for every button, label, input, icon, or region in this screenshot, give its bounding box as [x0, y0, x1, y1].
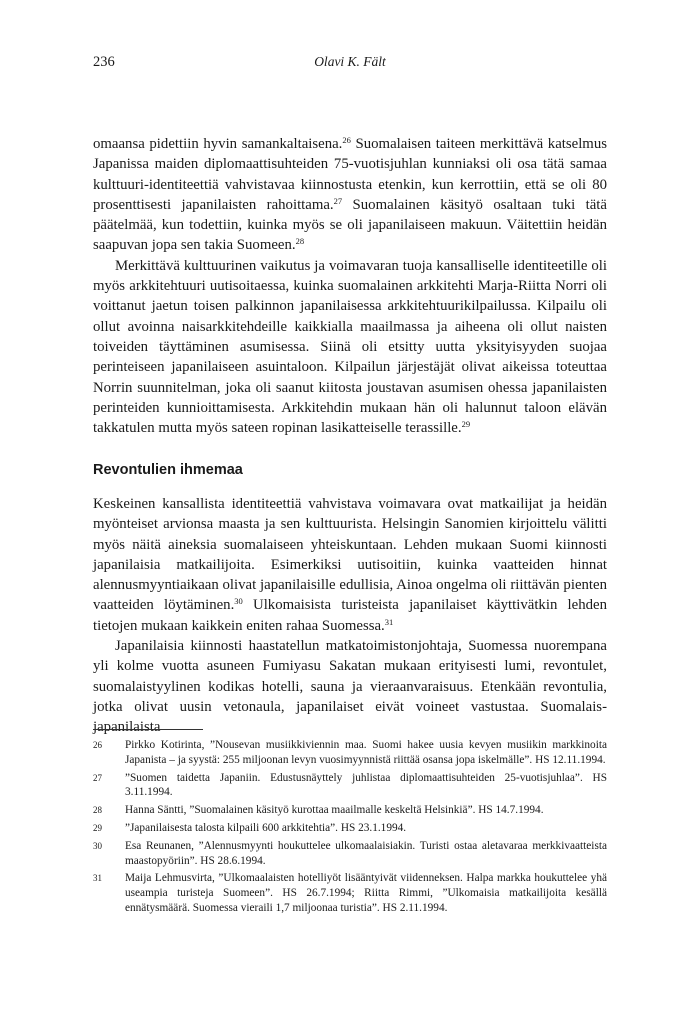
footnote-ref[interactable]: 29 — [461, 419, 471, 430]
section-heading: Revontulien ihmemaa — [93, 462, 243, 478]
footnote-text: ”Suomen taidetta Japaniin. Edustusnäyttely juhlistaa diplomaattisuhteiden 25-vuotisjuhlaa”. HS 3.11.1994. — [125, 771, 607, 799]
section-1-body — [93, 134, 607, 438]
footnote-number: 26 — [93, 740, 102, 750]
paragraph: Merkittävä kulttuurinen vaikutus ja voimavaran tuoja kansalliselle identiteetille oli myös arkkitehtuuri uutisoitaessa, kuinka suomalainen arkkitehti Marja-Riitta Norri oli voittanut jaetun toisen palkinnon japanilaisessa arkkitehtuurikilpailussa. Kilpailu oli ollut avoinna naisarkkitehdeille kaikkialla maailmassa ja aiheena oli ollut naisten toiveiden täyttäminen asumisessa. Siinä oli etsitty uutta yksityisyyden suojaa perinteiseen japanilaiseen asuintaloon. Kilpailun järjestäjät olivat aikeissa toteuttaa Norrin suunnitelman, joka oli saanut kiitosta joustavan asumisen ohessa japanilaisten perinteiden kunnioittamisesta. Arkkitehdin mukaan hän oli halunnut taloon elävän takkatulen mutta myös sateen ropinan lasikatteiselle terassille.$^{29}$ — [93, 257, 607, 437]
paragraph: Keskeinen kansallista identiteettiä vahvistava voimavara ovat matkailijat ja heidän myönteiset arvionsa maasta ja sen kulttuurista. Helsingin Sanomien kirjoittelu välitti myös näitä aineksia suomalaiseen yhteiskuntaan. Lehden mukaan Suomi kiinnosti japanilaisia matkailijoita. Esimerkiksi uutisoitiin, kuinka vaatteiden hinnat alennusmyyntiaikaan olivat japanilaisille edullisia, Ainoa ongelma oli riittävän pienten vaatteiden löytäminen.$^{30}$ Ulkomaisista turisteista japanilaiset käyttivätkin lehden tietojen mukaan kaikkein eniten rahaa Suomessa.$^{31}$ — [93, 496, 607, 634]
footnote-divider — [93, 729, 203, 730]
footnote — [93, 871, 607, 915]
footnote — [93, 738, 607, 768]
paragraph: Japanilaisia kiinnosti haastatellun matkatoimistonjohtaja, Suomessa nuorempana yli kolme vuotta asuneen Fumiyasu Sakatan mukaan erityisesti lumi, revontulet, suomalaistyylinen kodikas hotelli, sauna ja vieraanvaraisuus. Etenkään revontulia, jotka olivat uusin vetonaula, japanilaiset eivät voineet vastustaa. Suomalais-japanilaista — [93, 638, 607, 736]
footnote — [93, 803, 607, 818]
footnote-number: 29 — [93, 822, 102, 833]
section-2-body — [93, 494, 607, 738]
paragraph: omaansa pidettiin hyvin samankaltaisena.$^{26}$ Suomalaisen taiteen merkittävä katselmus Japanissa maiden diplomaattisuhteiden 75-vuotisjuhlan kunniaksi oli osa tätä samaa kulttuuri-identiteettiä vahvistavaa kiinnostusta etenkin, kun kerrottiin, että se oli 80 prosenttisesti japanilaisten rahoittama.$^{27}$ Suomalainen käsityö osaltaan tuki tätä päätelmää, kun todettiin, kuinka myös se oli japanilaiseen makuun. Väitettiin heidän saapuvan jopa sen takia Suomeen.$^{28}$ — [93, 135, 607, 254]
page-number: 236 — [93, 54, 115, 70]
footnote-ref[interactable]: 31 — [384, 616, 394, 627]
footnote-ref[interactable]: 27 — [333, 195, 343, 206]
page-header — [93, 54, 607, 74]
footnote-text: Esa Reunanen, ”Alennusmyynti houkuttelee ulkomaalaisiakin. Turisti ostaa aletavaraa merkkivaatteista maastopyöriin”. HS 28.6.1994. — [125, 839, 607, 867]
footnote-ref[interactable]: 28 — [295, 236, 305, 247]
footnote — [93, 771, 607, 801]
footnote-text: Maija Lehmusvirta, ”Ulkomaalaisten hotelliyöt lisääntyivät viidenneksen. Halpa markka houkuttelee yhä useampia turisteja Suomeen”. HS 26.7.1994; Riitta Rimmi, ”Ulkomaisia matkailijoita kesällä ennätysmäärä. Suomessa vieraili 1,7 miljoonaa turistia”. HS 2.11.1994. — [125, 872, 607, 914]
footnote-number: 27 — [93, 772, 102, 783]
footnote-number: 30 — [93, 840, 102, 851]
running-head: Olavi K. Fält — [314, 54, 386, 69]
footnote-ref[interactable]: 26 — [342, 135, 351, 145]
footnote-number: 31 — [93, 873, 102, 884]
footnote-text: Hanna Säntti, ”Suomalainen käsityö kurottaa maailmalle keskeltä Helsinkiä”. HS 14.7.1994. — [125, 804, 544, 817]
footnote-text: ”Japanilaisesta talosta kilpaili 600 arkkitehtia”. HS 23.1.1994. — [125, 821, 407, 834]
footnote-text: Pirkko Kotirinta, ”Nousevan musiikkiviennin maa. Suomi hakee uusia kevyen musiikin markkinoita Japanista – ja syystä: 255 miljoonan levyn vuosimyynnistä riittää osansa jopa iskelmälle”. HS 12.11.1994. — [125, 739, 607, 766]
footnote-ref[interactable]: 30 — [234, 596, 243, 607]
footnote-number: 28 — [93, 805, 102, 816]
footnote — [93, 821, 607, 836]
footnotes — [93, 738, 607, 919]
footnote — [93, 839, 607, 869]
